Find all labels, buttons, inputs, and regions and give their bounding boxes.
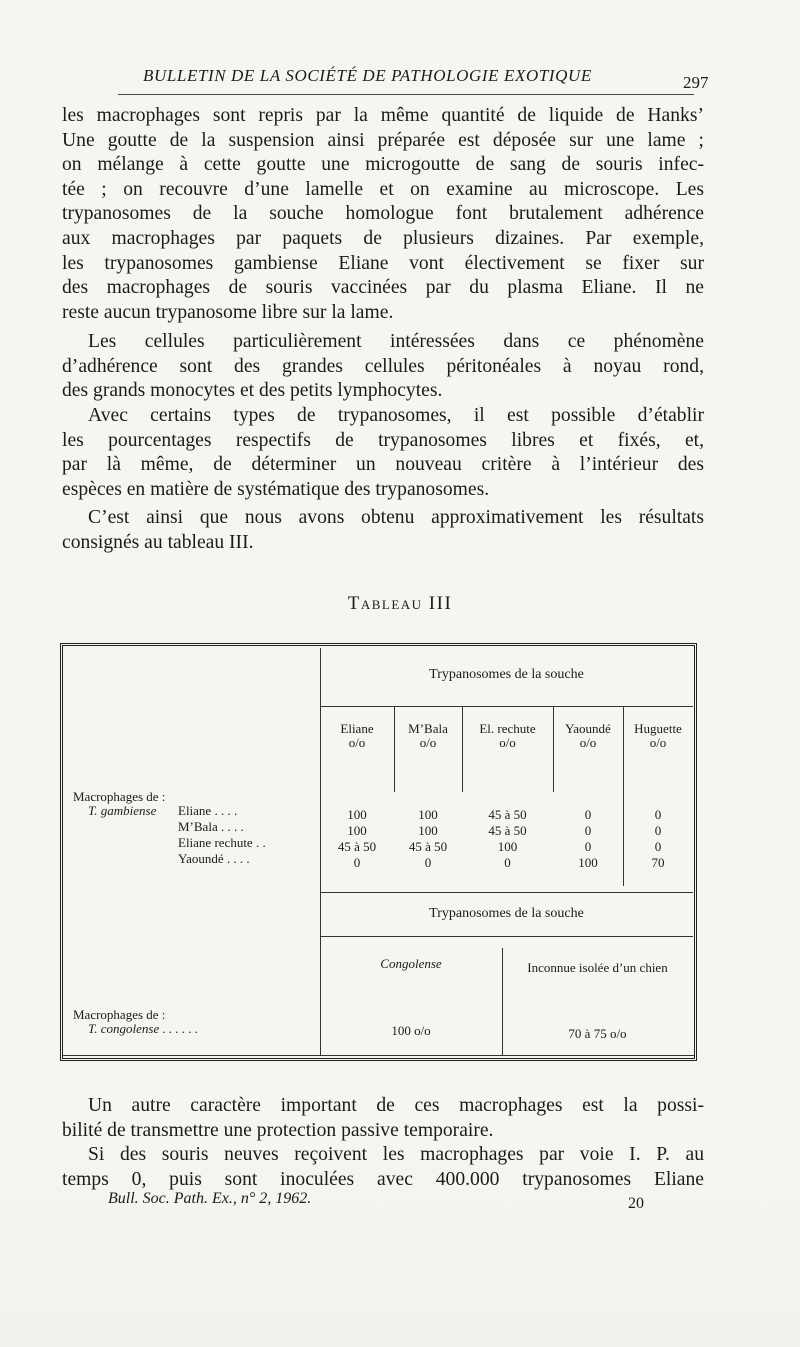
text-line: par là même, de déterminer un nouveau critère à l’intérieur des (62, 454, 704, 476)
column-header (394, 722, 462, 750)
table-divider (320, 936, 693, 937)
table-cell: 0 (504, 855, 511, 870)
text-line: les macrophages sont repris par la même quantité de liquide de Hanks’ (62, 105, 704, 126)
table-cell: 70 (651, 855, 665, 870)
row-group-species: T. gambiense (88, 803, 157, 818)
footer-signature: 20 (628, 1195, 644, 1212)
table-cell: 0 (654, 823, 662, 838)
column-header-label: Eliane (340, 721, 374, 736)
column-header-label: El. rechute (479, 721, 536, 736)
column-header: Inconnue isolée d’un chien (527, 960, 668, 975)
row-label: Yaoundé . . . . (178, 851, 250, 866)
column-header (623, 722, 693, 750)
text-line: consignés au tableau III. (62, 531, 254, 553)
text-line: les trypanosomes gambiense Eliane vont électivement se fixer sur (62, 252, 704, 274)
text-line: des macrophages de souris vaccinées par du plasma Eliane. Il ne (62, 277, 704, 299)
row-group-label: Macrophages de : (73, 1007, 166, 1022)
text-line: Une goutte de la suspension ainsi préparée est déposée sur une lame ; (62, 129, 704, 151)
text-line: Avec certains types de trypanosomes, il est possible d’établir (88, 405, 704, 426)
text-line: reste aucun trypanosome libre sur la lame. (62, 301, 394, 323)
text-line: des grands monocytes et des petits lymphocytes. (62, 380, 443, 402)
table-cell: 0 (584, 823, 592, 838)
row-label: T. congolense . . . . . . (88, 1021, 199, 1036)
table-top-header: Trypanosomes de la souche (429, 667, 584, 682)
paragraph-after-table (62, 1094, 704, 1192)
table-divider (320, 706, 693, 707)
paragraph-1 (62, 104, 704, 325)
column-unit: o/o (579, 735, 597, 750)
column-header (462, 722, 553, 750)
table-cell: 100 (347, 807, 367, 822)
row-label: Eliane rechute . . (178, 835, 266, 850)
text-line: trypanosomes de la souche homologue font brutalement adhérence (62, 203, 704, 225)
column-header (320, 722, 394, 750)
table-cell: 45 à 50 (337, 839, 377, 854)
text-line: Les cellules particulièrement intéressées dans ce phénomène (88, 331, 704, 352)
table-cell: 45 à 50 (488, 807, 527, 822)
text-line: C’est ainsi que nous avons obtenu approximativement les résultats (88, 507, 704, 528)
table-cell: 0 (584, 839, 592, 854)
paragraph-3 (62, 404, 704, 502)
column-header-label: M’Bala (408, 721, 448, 736)
text-line: aux macrophages par paquets de plusieurs dizaines. Par exemple, (62, 227, 704, 249)
column-header-label: Huguette (634, 721, 682, 736)
table-title: Tableau III (347, 593, 453, 614)
table-cell: 0 (654, 807, 662, 822)
table-cell: 0 (584, 807, 592, 822)
row-label: Eliane . . . . (178, 803, 238, 818)
table-cell: 100 (497, 839, 518, 854)
column-unit: o/o (649, 735, 667, 750)
column-header: Congolense (380, 956, 442, 971)
header-rule (118, 94, 694, 95)
text-line: temps 0, puis sont inoculées avec 400.000 trypanosomes Eliane (62, 1168, 704, 1190)
table-cell: 100 (418, 807, 438, 822)
table-cell: 0 (353, 855, 361, 870)
table-divider (62, 1055, 695, 1056)
table-cell: 45 à 50 (488, 823, 527, 838)
table-bottom-header: Trypanosomes de la souche (429, 906, 584, 921)
row-group-label: Macrophages de : (73, 789, 166, 804)
running-header: BULLETIN DE LA SOCIÉTÉ DE PATHOLOGIE EXOTIQUE (143, 66, 592, 85)
table-cell: 70 à 75 o/o (568, 1026, 627, 1041)
footer-citation: Bull. Soc. Path. Ex., n° 2, 1962. (108, 1190, 312, 1207)
row-label: M’Bala . . . . (178, 819, 244, 834)
text-line: bilité de transmettre une protection passive temporaire. (62, 1119, 494, 1141)
column-unit: o/o (499, 735, 516, 750)
column-header (553, 722, 623, 750)
column-unit: o/o (348, 735, 366, 750)
column-header-label: Yaoundé (565, 721, 611, 736)
text-line: les pourcentages respectifs de trypanosomes libres et fixés, et, (62, 429, 704, 451)
table-cell: 45 à 50 (408, 839, 448, 854)
table-cell: 100 o/o (391, 1023, 431, 1038)
text-line: tée ; on recouvre d’une lamelle et on examine au microscope. Les (62, 178, 704, 200)
text-line: Un autre caractère important de ces macrophages est la possi- (88, 1095, 704, 1116)
text-line: d’adhérence sont des grandes cellules péritonéales à noyau rond, (62, 355, 704, 377)
text-line: on mélange à cette goutte une microgoutte de sang de souris infec- (62, 154, 704, 176)
text-line: Si des souris neuves reçoivent les macrophages par voie I. P. au (88, 1144, 704, 1166)
column-unit: o/o (419, 735, 437, 750)
table-cell: 100 (347, 823, 367, 838)
table-cell: 0 (424, 855, 432, 870)
paragraph-4 (62, 506, 704, 555)
table-cell: 100 (418, 823, 438, 838)
page-number: 297 (683, 73, 709, 92)
table-cell: 100 (578, 855, 598, 870)
table-divider (320, 892, 693, 893)
paragraph-2 (62, 330, 704, 404)
table-cell: 0 (654, 839, 662, 854)
text-line: espèces en matière de systématique des trypanosomes. (62, 478, 490, 500)
